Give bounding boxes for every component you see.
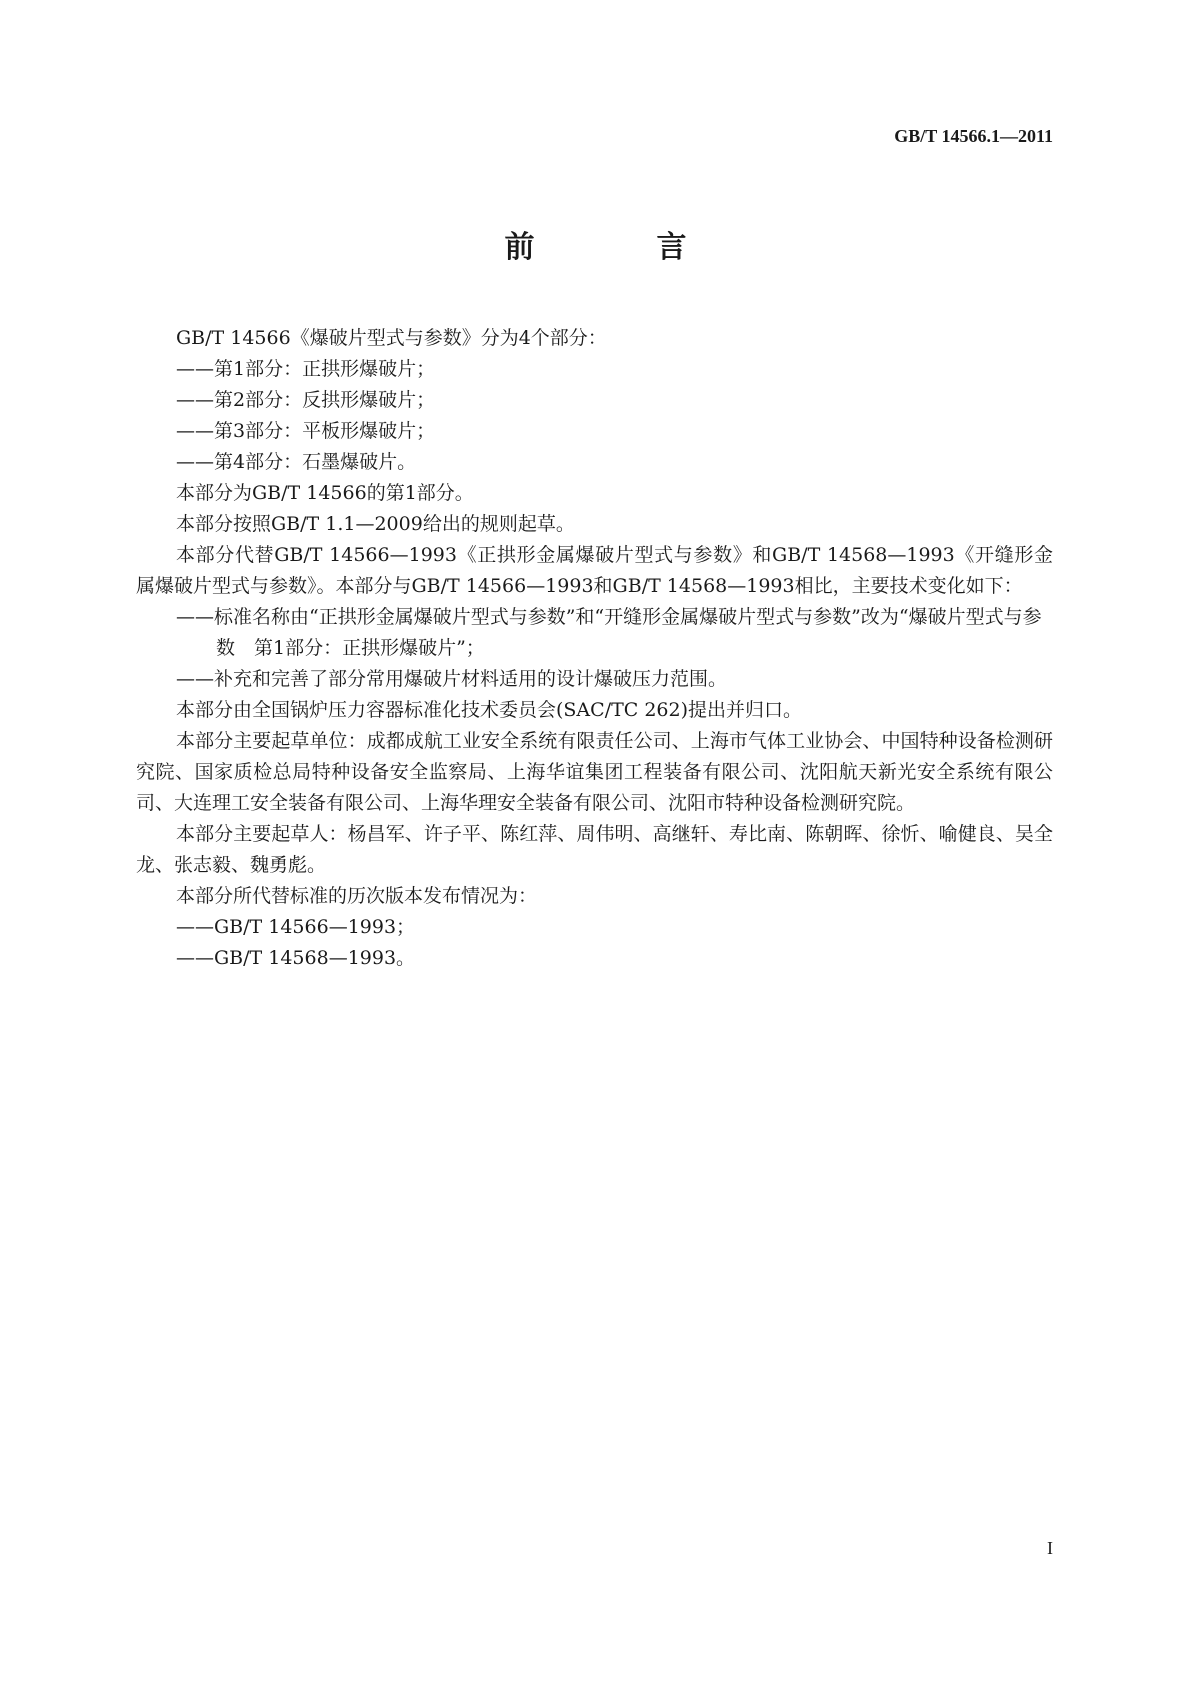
history-list-item: ——GB/T 14566—1993； [176, 916, 416, 938]
history-intro-paragraph: 本部分所代替标准的历次版本发布情况为： [176, 885, 538, 907]
change-list-item: ——补充和完善了部分常用爆破片材料适用的设计爆破压力范围。 [176, 668, 728, 690]
part-list-item: ——第2部分：反拱形爆破片； [176, 389, 436, 411]
document-body [136, 323, 1053, 974]
page-number: I [1047, 1538, 1053, 1558]
drafters-paragraph: 本部分主要起草人：杨昌军、许子平、陈红萍、周伟明、高继轩、寿比南、陈朝晖、徐忻、喻健良、吴全龙、张志毅、魏勇彪。 [136, 823, 1053, 876]
part-list-item: ——第3部分：平板形爆破片； [176, 420, 436, 442]
part-list-item: ——第4部分：石墨爆破片。 [176, 451, 417, 473]
part-list-item: ——第1部分：正拱形爆破片； [176, 358, 436, 380]
intro-paragraph: GB/T 14566《爆破片型式与参数》分为4个部分： [176, 327, 607, 349]
page-title: 前 言 [504, 230, 733, 265]
replaces-paragraph: 本部分代替GB/T 14566—1993《正拱形金属爆破片型式与参数》和GB/T 14568—1993《开缝形金属爆破片型式与参数》。本部分与GB/T 14566—1993和GB/T 14568—1993相比，主要技术变化如下： [136, 544, 1053, 597]
proposed-by-paragraph: 本部分由全国锅炉压力容器标准化技术委员会(SAC/TC 262)提出并归口。 [176, 699, 803, 721]
standard-number: GB/T 14566.1—2011 [894, 126, 1053, 146]
history-list-item: ——GB/T 14568—1993。 [176, 947, 416, 969]
drafting-units-paragraph: 本部分主要起草单位：成都成航工业安全系统有限责任公司、上海市气体工业协会、中国特种设备检测研究院、国家质检总局特种设备安全监察局、上海华谊集团工程装备有限公司、沈阳航天新光安全系统有限公司、大连理工安全装备有限公司、上海华理安全装备有限公司、沈阳市特种设备检测研究院。 [136, 730, 1053, 814]
change-list-item: ——标准名称由“正拱形金属爆破片型式与参数”和“开缝形金属爆破片型式与参数”改为“爆破片型式与参数 第1部分：正拱形爆破片”； [176, 606, 1042, 659]
drafting-rules-paragraph: 本部分按照GB/T 1.1—2009给出的规则起草。 [176, 513, 575, 535]
part-of-paragraph: 本部分为GB/T 14566的第1部分。 [176, 482, 474, 504]
